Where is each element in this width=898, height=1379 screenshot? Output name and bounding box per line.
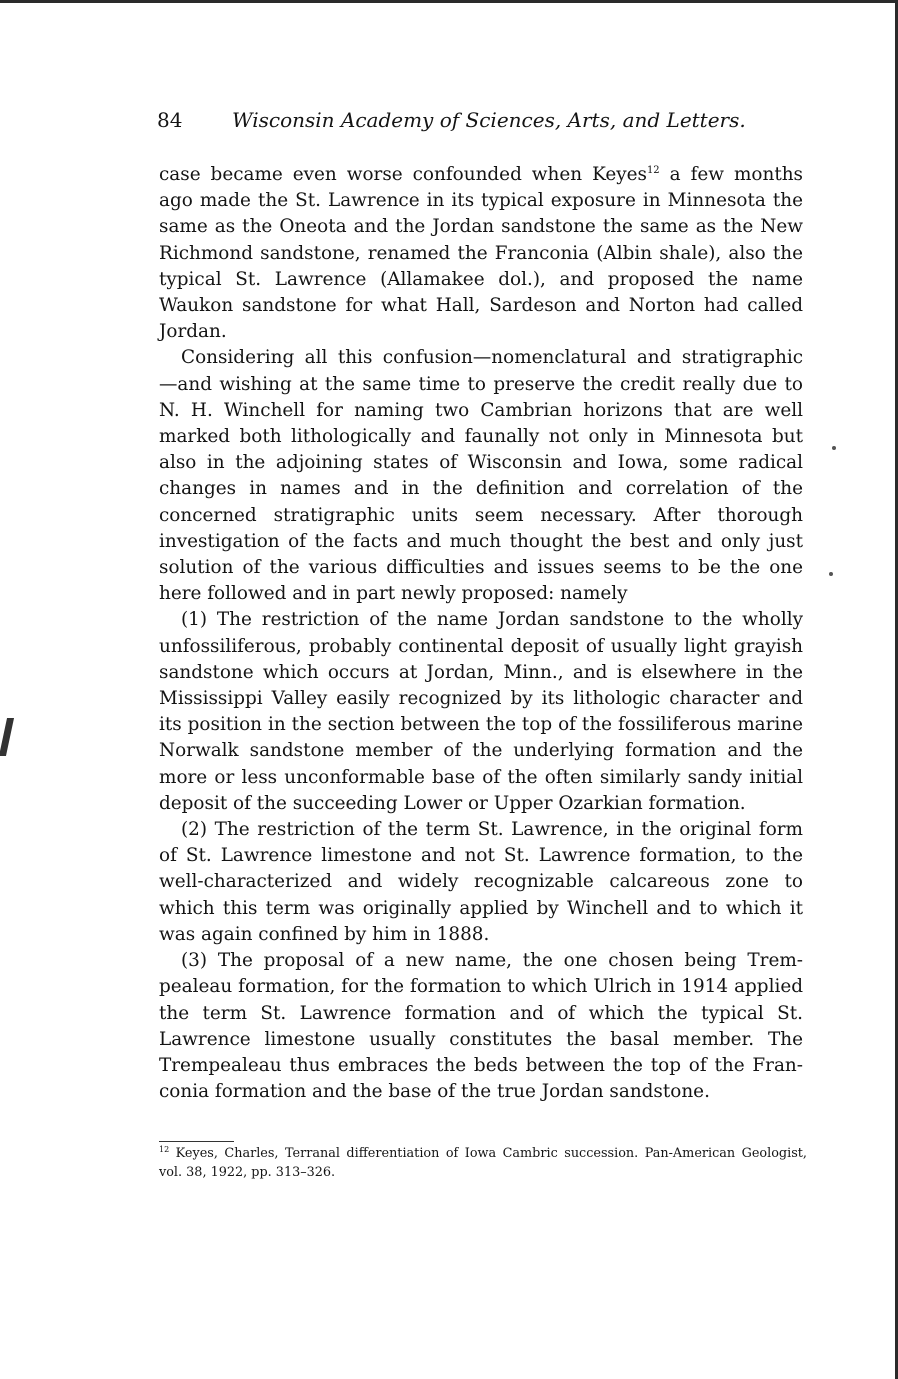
footnote-rule bbox=[159, 1141, 234, 1142]
paragraph-text: case became even worse confounded when Keyes bbox=[159, 164, 647, 185]
paragraph-item-2: (2) The restriction of the term St. Lawrence, in the original form of St. Lawrence limestone and not St. Lawrence formation, to the well-characterized and widely recognizable calcareous zone to which this term was originally applied by Winchell and to which it was again confined by him in 1888. bbox=[159, 819, 803, 945]
running-title: Wisconsin Academy of Sciences, Arts, and Letters. bbox=[232, 108, 746, 132]
footnote bbox=[159, 1144, 807, 1182]
scan-border-top bbox=[0, 0, 898, 3]
footnote-mark: 12 bbox=[159, 1145, 170, 1154]
footnote-reference: 12 bbox=[646, 165, 660, 176]
body-text bbox=[159, 162, 803, 1105]
paragraph-item-3: (3) The proposal of a new name, the one chosen being Trempealeau formation, for the formation to which Ulrich in 1914 applied the term St. Lawrence formation and of which the typical St. Lawrence limestone usually constitutes the basal member. The Trempealeau thus embraces the beds between the top of the Franconia formation and the base of the true Jordan sandstone. bbox=[159, 950, 803, 1103]
paragraph-considering: Considering all this confusion—nomenclatural and stratigraphic —and wishing at the same time to preserve the credit really due to N. H. Winchell for naming two Cambrian horizons that are well marked both lithologically and faunally not only in Minnesota but also in the adjoining states of Wisconsin and Iowa, some radical changes in names and in the definition and correlation of the concerned stratigraphic units seem necessary. After thorough investigation of the facts and much thought the best and only just solution of the various difficulties and issues seems to be the one here followed and in part newly proposed: namely bbox=[159, 347, 803, 605]
paragraph-item-1: (1) The restriction of the name Jordan sandstone to the wholly unfossiliferous, probably continental deposit of usually light grayish sandstone which occurs at Jordan, Minn., and is elsewhere in the Mississippi Valley easily recognized by its lithologic character and its position in the section between the top of the fossiliferous marine Norwalk sandstone member of the underlying formation and the more or less unconformable base of the often similarly sandy initial deposit of the succeeding Lower or Upper Ozarkian formation. bbox=[159, 609, 803, 814]
scan-speck bbox=[832, 446, 836, 450]
paragraph-text: a few months ago made the St. Lawrence in its typical exposure in Minnesota the same as the Oneota and the Jordan sandstone the same as the New Richmond sandstone, renamed the Franconia (Albin shale), also the typical St. Lawrence (Allamakee dol.), and proposed the name Waukon sandstone for what Hall, Sardeson and Norton had called Jordan. bbox=[159, 164, 803, 343]
scan-speck bbox=[829, 572, 833, 576]
page-number: 84 bbox=[157, 108, 183, 132]
scan-artifact-mark bbox=[0, 718, 14, 756]
footnote-text: Keyes, Charles, Terranal differentiation of Iowa Cambric succession. Pan-American Geologist, vol. 38, 1922, pp. 313–326. bbox=[159, 1146, 807, 1180]
running-header bbox=[157, 108, 807, 138]
paragraph-continued bbox=[159, 162, 803, 345]
